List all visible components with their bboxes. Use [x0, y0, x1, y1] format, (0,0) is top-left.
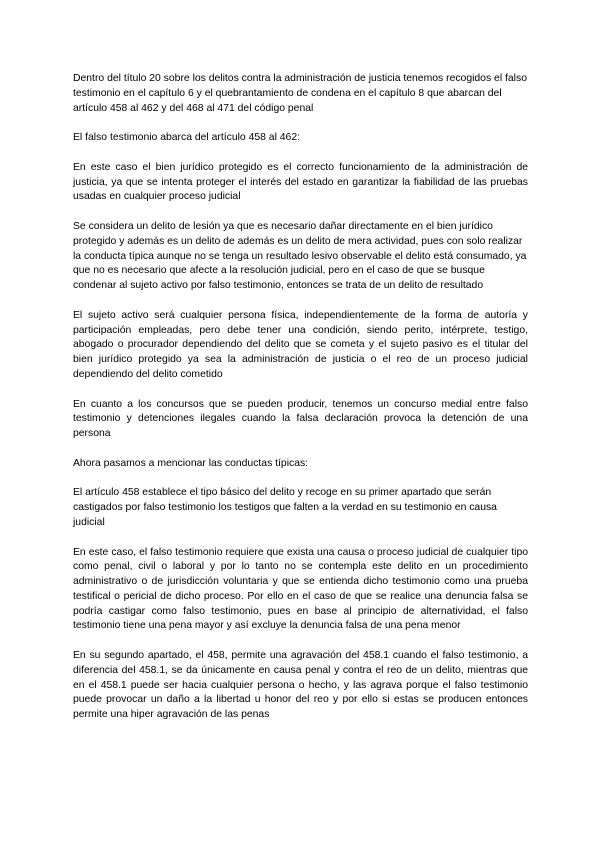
paragraph-judicial-process: En este caso, el falso testimonio requiere que exista una causa o proceso judicial de cualquier tipo como penal, civil o laboral y por lo tanto no se contempla este delito en un procedimiento administrativo o de jurisdicción voluntaria y que se entienda dicho testimonio como una prueba testifical o pericial de dicho proceso. Por ello en el caso de que se realice una denuncia falsa se podría castigar como falso testimonio, pues en base al principio de alternatividad, el falso testimonio tiene una pena mayor y así excluye la denuncia falsa de una pena menor [73, 546, 528, 632]
paragraph-subjects: El sujeto activo será cualquier persona física, independientemente de la forma de autoría y participación empleadas, pero debe tener una condición, siendo perito, intérprete, testigo, abogado o procurador dependiendo del delito que se cometa y el sujeto pasivo es el titular del bien jurídico protegido ya sea la administración de justicia o el reo de un proceso judicial dependiendo del delito cometido [73, 309, 528, 380]
document-page [73, 72, 528, 738]
paragraph-typical-conducts-intro: Ahora pasamos a mencionar las conductas típicas: [73, 457, 309, 469]
paragraph-article-458: El artículo 458 establece el tipo básico del delito y recoge en su primer apartado que serán castigados por falso testimonio los testigos que falten a la verdad en su testimonio en causa judicial [73, 487, 497, 528]
paragraph-scope: El falso testimonio abarca del artículo 458 al 462: [73, 132, 300, 144]
paragraph-offense-type: Se considera un delito de lesión ya que es necesario dañar directamente en el bien jurídico protegido y además es un delito de además es un delito de mera actividad, pues con solo realizar la conducta típica aunque no se tenga un resultado lesivo observable el delito está consumado, ya que no es necesario que afecte a la resolución judicial, pero en el caso de que se busque condenar al sujeto activo por falso testimonio, entonces se trata de un delito de resultado [73, 220, 527, 292]
paragraph-legal-interest: En este caso el bien jurídico protegido es el correcto funcionamiento de la administración de justicia, ya que se intenta proteger el interés del estado en garantizar la fiabilidad de las pruebas usadas en cualquier proceso judicial [73, 161, 528, 203]
paragraph-intro: Dentro del título 20 sobre los delitos contra la administración de justicia tenemos recogidos el falso testimonio en el capítulo 6 y el quebrantamiento de condena en el capítulo 8 que abarcan del artículo 458 al 462 y del 468 al 471 del código penal [73, 73, 527, 114]
paragraph-aggravation: En su segundo apartado, el 458, permite una agravación del 458.1 cuando el falso testimonio, a diferencia del 458.1, se da únicamente en causa penal y contra el reo de un delito, mientras que en el 458.1 puede ser hacia cualquier persona o hecho, y las agrava porque el falso testimonio puede provocar un daño a la libertad u honor del reo y por ello si estas se producen entonces permite una hiper agravación de las penas [73, 650, 528, 721]
paragraph-concurrence: En cuanto a los concursos que se pueden producir, tenemos un concurso medial entre falso testimonio y detenciones ilegales cuando la falsa declaración provoca la detención de una persona [73, 398, 528, 440]
